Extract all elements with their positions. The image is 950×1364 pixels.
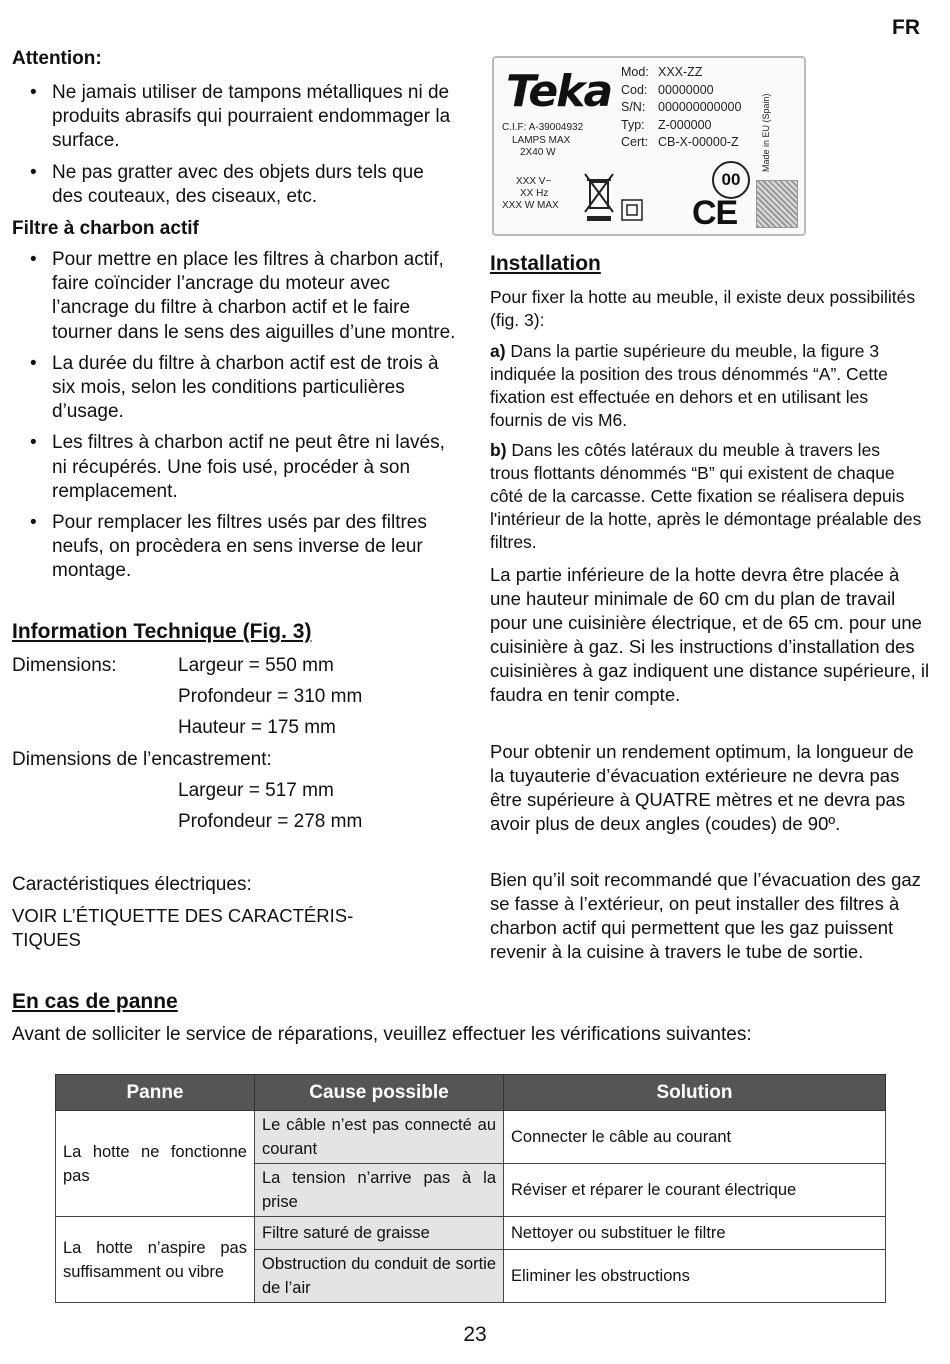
filter-paragraph: Bien qu’il soit recommandé que l’évacuation des gaz se fasse à l’extérieur, on peut installer des filtres à charbon actif qui permettent que les gaz puissent revenir à la cuisine à travers le tube de sortie.: [490, 869, 921, 962]
attention-heading: Attention:: [12, 48, 102, 69]
dimension-depth: Profondeur = 310 mm: [178, 686, 363, 707]
list-item: • Ne pas gratter avec des objets durs tels que des couteaux, des ciseaux, etc.: [12, 161, 452, 209]
dimension-height: Hauteur = 175 mm: [178, 717, 336, 738]
embed-width: Largeur = 517 mm: [178, 780, 334, 801]
embed-dimensions-label: Dimensions de l’encastrement:: [12, 749, 272, 770]
filter-list: [12, 248, 457, 591]
plate-badge: 00: [712, 161, 750, 199]
table-row: [56, 1217, 886, 1250]
rating-plate: [492, 56, 806, 236]
option-a: a) Dans la partie supérieure du meuble, la figure 3 indiquée la position des trous dénommés “A”. Cette fixation est effectuée en dehors et en utilisant les fournis de vis M6.: [490, 341, 888, 430]
height-paragraph: La partie inférieure de la hotte devra être placée à une hauteur minimale de 60 cm du plan de travail pour une cuisinière électrique, et de 65 cm. pour une cuisinière à gaz. Si les instructions d’installation des cuisinières à gaz indiquent une distance supérieure, il faudra en tenir compte.: [490, 564, 930, 705]
header-solution: Solution: [504, 1075, 886, 1111]
table-row: [56, 1111, 886, 1164]
tech-info-heading: Information Technique (Fig. 3): [12, 620, 312, 643]
cause-cell: Obstruction du conduit de sortie de l’air: [255, 1250, 504, 1303]
list-item: • Les filtres à charbon actif ne peut être ni lavés, ni récupérés. Une fois usé, procéder à son remplacement.: [12, 431, 457, 504]
teka-logo: Teka: [506, 66, 612, 117]
dimension-width: Largeur = 550 mm: [178, 655, 334, 676]
list-item: • Pour remplacer les filtres usés par des filtres neufs, on procèdera en sens inverse de leur montage.: [12, 511, 457, 584]
dimensions-label: Dimensions:: [12, 655, 117, 676]
plate-lamps: LAMPS MAX: [512, 135, 571, 146]
plate-made-in: Made in EU (Spain): [761, 93, 771, 172]
plate-hz: XX Hz: [520, 188, 549, 199]
electrical-label: Caractéristiques électriques:: [12, 874, 252, 895]
cause-cell: La tension n’arrive pas à la prise: [255, 1164, 504, 1217]
filter-heading: Filtre à charbon actif: [12, 218, 199, 239]
solution-cell: Connecter le câble au courant: [504, 1111, 886, 1164]
panne-intro: Avant de solliciter le service de réparations, veuillez effectuer les vérifications suivantes:: [12, 1024, 752, 1045]
fault-table: [55, 1074, 886, 1303]
installation-intro: Pour fixer la hotte au meuble, il existe deux possibilités (fig. 3):: [490, 287, 916, 330]
ce-mark: CE: [692, 194, 738, 232]
installation-heading: Installation: [490, 252, 601, 275]
fault-cell: La hotte ne fonctionne pas: [56, 1111, 255, 1217]
header-panne: Panne: [56, 1075, 255, 1111]
solution-cell: Nettoyer ou substituer le filtre: [504, 1217, 886, 1250]
cause-cell: Le câble n’est pas connecté au courant: [255, 1111, 504, 1164]
electrical-value-line1: VOIR L’ÉTIQUETTE DES CARACTÉRIS-: [12, 905, 354, 926]
qr-code-icon: [756, 180, 798, 228]
list-item: • Pour mettre en place les filtres à charbon actif, faire coïncider l’ancrage du moteur avec l’ancrage du filtre à charbon actif et le faire tourner dans le sens des aiguilles d’une montre.: [12, 248, 457, 345]
attention-list: [12, 81, 452, 216]
plate-specs: Mod: XXX-ZZ Cod: 00000000 S/N: 000000000000 Typ: Z-000000 Cert: CB-X-00000-Z: [621, 65, 742, 149]
list-item: • La durée du filtre à charbon actif est de trois à six mois, selon les conditions particulières d’usage.: [12, 352, 457, 425]
duct-paragraph: Pour obtenir un rendement optimum, la longueur de la tuyauterie d’évacuation extérieure ne devra pas être supérieure à QUATRE mètres et ne devra pas avoir plus de deux angles (coudes) de 90º.: [490, 741, 914, 834]
table-header-row: [56, 1075, 886, 1111]
plate-watt: XXX W MAX: [502, 200, 559, 211]
plate-volt: XXX V~: [516, 176, 552, 187]
list-item: • Ne jamais utiliser de tampons métalliques ni de produits abrasifs qui pourraient endommager la surface.: [12, 81, 452, 154]
weee-bin-icon: [582, 170, 616, 222]
plate-lamps-w: 2X40 W: [520, 147, 556, 158]
panne-heading: En cas de panne: [12, 990, 178, 1013]
option-b: b) Dans les côtés latéraux du meuble à travers les trous flottants dénommés “B” qui existent de chaque côté de la carcasse. Cette fixation se réalisera depuis l'intérieur de la hotte, après le démontage préalable des filtres.: [490, 440, 922, 552]
page-number: 23: [463, 1323, 487, 1346]
double-insulation-icon: [620, 198, 646, 224]
solution-cell: Réviser et réparer le courant électrique: [504, 1164, 886, 1217]
embed-depth: Profondeur = 278 mm: [178, 811, 363, 832]
cause-cell: Filtre saturé de graisse: [255, 1217, 504, 1250]
plate-cif: C.I.F: A-39004932: [502, 122, 584, 133]
electrical-value-line2: TIQUES: [12, 929, 81, 950]
language-code: FR: [892, 16, 920, 39]
header-cause: Cause possible: [255, 1075, 504, 1111]
solution-cell: Eliminer les obstructions: [504, 1250, 886, 1303]
fault-cell: La hotte n’aspire pas suffisamment ou vibre: [56, 1217, 255, 1303]
